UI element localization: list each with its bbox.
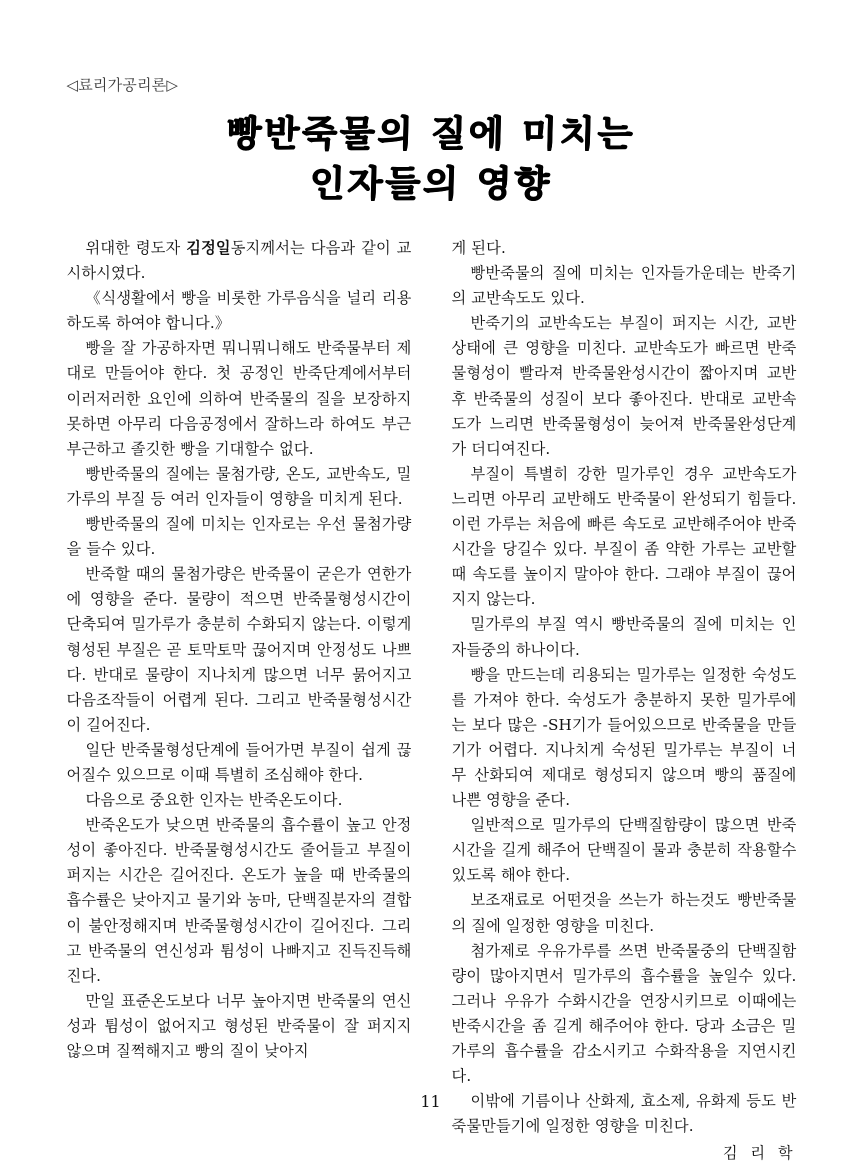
paragraph-left-7: 일단 반죽물형성단계에 들어가면 부질이 쉽게 끊어질수 있으므로 이때 특별히 조심해야 한다.	[66, 740, 412, 784]
article-title-line-2: 인자들의 영향	[308, 164, 553, 205]
paragraph-right-5: 밀가루의 부질 역시 빵반죽물의 질에 미치는 인자들중의 하나이다.	[451, 615, 797, 659]
paragraph-left-6: 반죽할 때의 물첨가량은 반죽물이 굳은가 연한가에 영향을 준다. 물량이 적으면 반죽물형성시간이 단축되여 밀가루가 충분히 수화되지 않는다. 이렇게 형성된 부질은 곧 토막토막 끊어지며 안정성도 나쁘다. 반대로 물량이 지나치게 많으면 너무 묽어지고 다음조작들이 어렵게 된다. 그리고 반죽물형성시간이 길어진다.	[66, 565, 412, 734]
paragraph-right-6: 빵을 만드는데 리용되는 밀가루는 일정한 숙성도를 가져야 한다. 숙성도가 충분하지 못한 밀가루에는 보다 많은 -SH기가 들어있으므로 반죽물을 만들기가 어렵다. 지나치게 숙성된 밀가루는 부질이 너무 산화되여 제대로 형성되지 않으며 빵의 품질에 나쁜 영향을 준다.	[451, 665, 797, 810]
left-column	[67, 236, 412, 1166]
page-number: 11	[420, 1092, 441, 1111]
paragraph-right-8: 보조재료로 어떤것을 쓰는가 하는것도 빵반죽물의 질에 일정한 영향을 미친다.	[451, 891, 797, 935]
paragraph-left-9: 반죽온도가 낮으면 반죽물의 흡수률이 높고 안정성이 좋아진다. 반죽물형성시간도 줄어들고 부질이 퍼지는 시간은 길어진다. 온도가 높을 때 반죽물의 흡수률은 낮아지고 물기와 농마, 단백질분자의 결합이 불안정해지며 반죽물형성시간이 길어진다. 그리고 반죽물의 연신성과 튐성이 나빠지고 진득진득해진다.	[66, 816, 412, 985]
leader-name: 김정일	[186, 239, 231, 257]
paragraph-left-5: 빵반죽물의 질에 미치는 인자로는 우선 물첨가량을 들수 있다.	[66, 515, 412, 559]
paragraph-right-3: 반죽기의 교반속도는 부질이 퍼지는 시간, 교반상태에 큰 영향을 미친다. 교반속도가 빠르면 반죽물형성이 빨라져 반죽물완성시간이 짧아지며 교반후 반죽물의 성질이 보다 좋아진다. 반대로 교반속도가 느리면 반죽물형성이 늦어져 반죽물완성단계가 더디여진다.	[451, 314, 797, 458]
body-columns	[67, 236, 797, 1166]
article-title	[1, 112, 861, 208]
paragraph-right-10: 이밖에 기름이나 산화제, 효소제, 유화제 등도 반죽물만들기에 일정한 영향을 미친다.	[451, 1092, 797, 1136]
paragraph-left-4: 빵반죽물의 질에는 물첨가량, 온도, 교반속도, 밀가루의 부질 등 여러 인자들이 영향을 미치게 된다.	[66, 464, 412, 508]
article-title-line-1: 빵반죽물의 질에 미치는	[225, 114, 636, 155]
document-page	[1, 0, 861, 1163]
leader-intro-lead: 위대한 령도자	[85, 239, 187, 257]
author-byline: 김 리 학	[722, 1144, 797, 1163]
paragraph-leader-intro	[67, 236, 412, 286]
paragraph-left-8: 다음으로 중요한 인자는 반죽온도이다.	[85, 791, 343, 810]
paragraph-right-4: 부질이 특별히 강한 밀가루인 경우 교반속도가 느리면 아무리 교반해도 반죽물이 완성되기 힘들다. 이런 가루는 처음에 빠른 속도로 교반해주어야 반죽시간을 당길수 있다. 부질이 좀 약한 가루는 교반할 때 속도를 높이지 말아야 한다. 그래야 부질이 끊어지지 않는다.	[451, 464, 797, 609]
paragraph-left-3: 빵을 잘 가공하자면 뭐니뭐니해도 반죽물부터 제대로 만들어야 한다. 첫 공정인 반죽단계에서부터 이러저러한 요인에 의하여 반죽물의 질을 보장하지 못하면 아무리 다음공정에서 잘하느라 하여도 부근부근하고 졸깃한 빵을 기대할수 없다.	[66, 339, 412, 458]
paragraph-right-9: 첨가제로 우유가루를 쓰면 반죽물중의 단백질함량이 많아지면서 밀가루의 흡수률을 높일수 있다. 그러나 우유가 수화시간을 연장시키므로 이때에는 반죽시간을 좀 길게 해주어야 한다. 당과 소금은 밀가루의 흡수률을 감소시키고 수화작용을 지연시킨다.	[451, 941, 797, 1086]
running-head: ◁료리가공리론▷	[66, 76, 179, 94]
paragraph-left-10: 만일 표준온도보다 너무 높아지면 반죽물의 연신성과 튐성이 없어지고 형성된 반죽물이 잘 퍼지지 않으며 질쩍해지고 빵의 질이 낮아지	[66, 991, 412, 1060]
paragraph-right-7: 일반적으로 밀가루의 단백질함량이 많으면 반죽시간을 길게 해주어 단백질이 물과 충분히 작용할수 있도록 해야 한다.	[451, 816, 797, 885]
leader-intro-tail: 동지께서는 다음과 같이 교시하시였다.	[66, 239, 412, 283]
right-column	[452, 236, 797, 1166]
paragraph-leader-quote: 《식생활에서 빵을 비롯한 가루음식을 널리 리용하도록 하여야 합니다.》	[66, 289, 412, 333]
paragraph-right-1-continuation: 게 된다.	[451, 239, 506, 257]
paragraph-right-2: 빵반죽물의 질에 미치는 인자들가운데는 반죽기의 교반속도도 있다.	[451, 264, 797, 308]
